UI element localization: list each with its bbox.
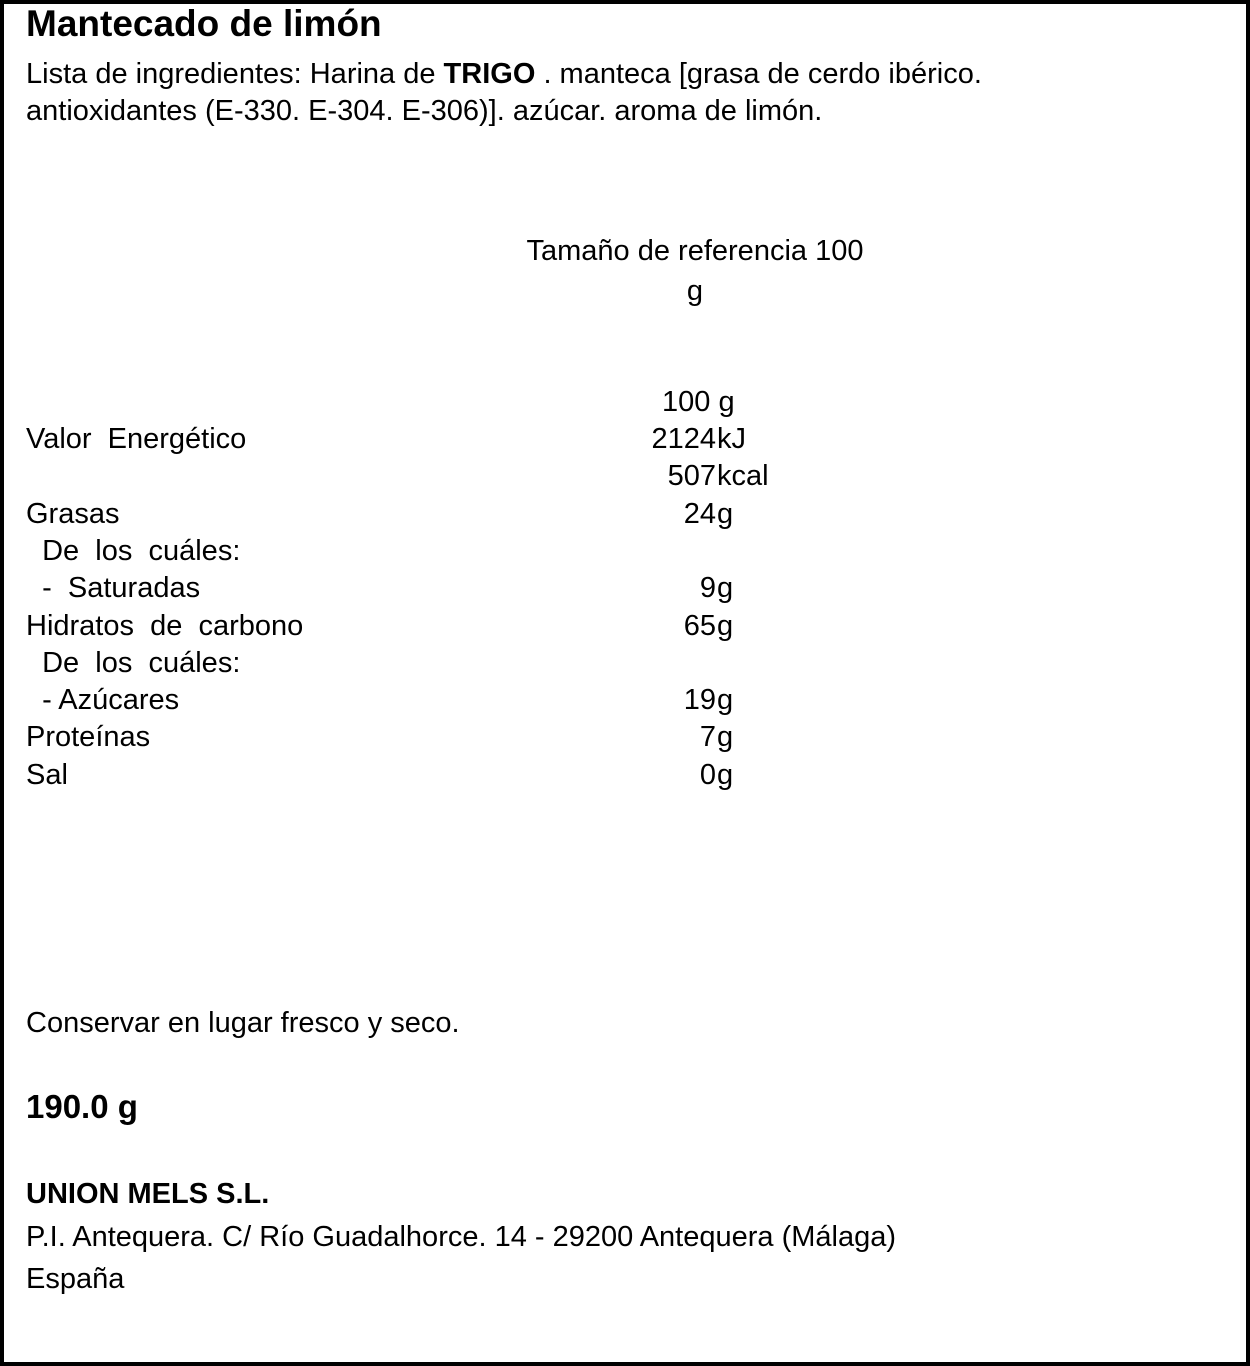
nutrient-label: - Saturadas [26, 572, 201, 604]
reference-size-line-1: Tamaño de referencia 100 [526, 235, 864, 267]
ingredients-line1-rest: . manteca [grasa de cerdo ibérico. [535, 58, 982, 90]
ingredients-prefix: Lista de ingredientes: Harina de [26, 58, 444, 90]
ingredients-line-1 [26, 56, 982, 93]
nutrient-value: 0 [699, 759, 716, 791]
nutrient-label: - Azúcares [26, 684, 180, 716]
nutrient-unit: g [717, 498, 734, 530]
manufacturer-address: P.I. Antequera. C/ Río Guadalhorce. 14 - 29200 Antequera (Málaga) [26, 1221, 897, 1253]
nutrient-unit: g [717, 572, 734, 604]
nutrient-value: 65 [683, 610, 716, 642]
ingredients-line-2: antioxidantes (E-330. E-304. E-306)]. azúcar. aroma de limón. [26, 95, 823, 127]
nutrient-label: De los cuáles: [26, 647, 241, 679]
net-weight: 190.0 g [26, 1088, 138, 1125]
nutrient-unit: kcal [717, 460, 769, 492]
nutrient-label: Grasas [26, 498, 120, 530]
nutrient-value: 7 [699, 721, 716, 753]
nutrient-value: 19 [683, 684, 716, 716]
nutrient-label: Hidratos de carbono [26, 610, 304, 642]
storage-instructions: Conservar en lugar fresco y seco. [26, 1007, 460, 1039]
nutrient-value: 2124 [651, 423, 716, 455]
nutrient-unit: g [717, 759, 734, 791]
nutrient-label: Valor Energético [26, 423, 247, 455]
nutrient-value: 24 [683, 498, 716, 530]
reference-size-line-2: g [686, 275, 704, 307]
product-title: Mantecado de limón [26, 3, 382, 44]
nutrient-unit: g [717, 721, 734, 753]
nutrient-value: 507 [667, 460, 716, 492]
nutrient-unit: g [717, 684, 734, 716]
nutrient-unit: kJ [717, 423, 746, 455]
nutrition-column-header: 100 g [662, 386, 735, 418]
manufacturer-name: UNION MELS S.L. [26, 1178, 270, 1210]
nutrient-label: Sal [26, 759, 68, 791]
ingredients-allergen: TRIGO [443, 58, 536, 90]
nutrient-label: Proteínas [26, 721, 151, 753]
nutrient-label: De los cuáles: [26, 535, 241, 567]
nutrient-unit: g [717, 610, 734, 642]
nutrient-value: 9 [699, 572, 716, 604]
manufacturer-country: España [26, 1263, 125, 1295]
